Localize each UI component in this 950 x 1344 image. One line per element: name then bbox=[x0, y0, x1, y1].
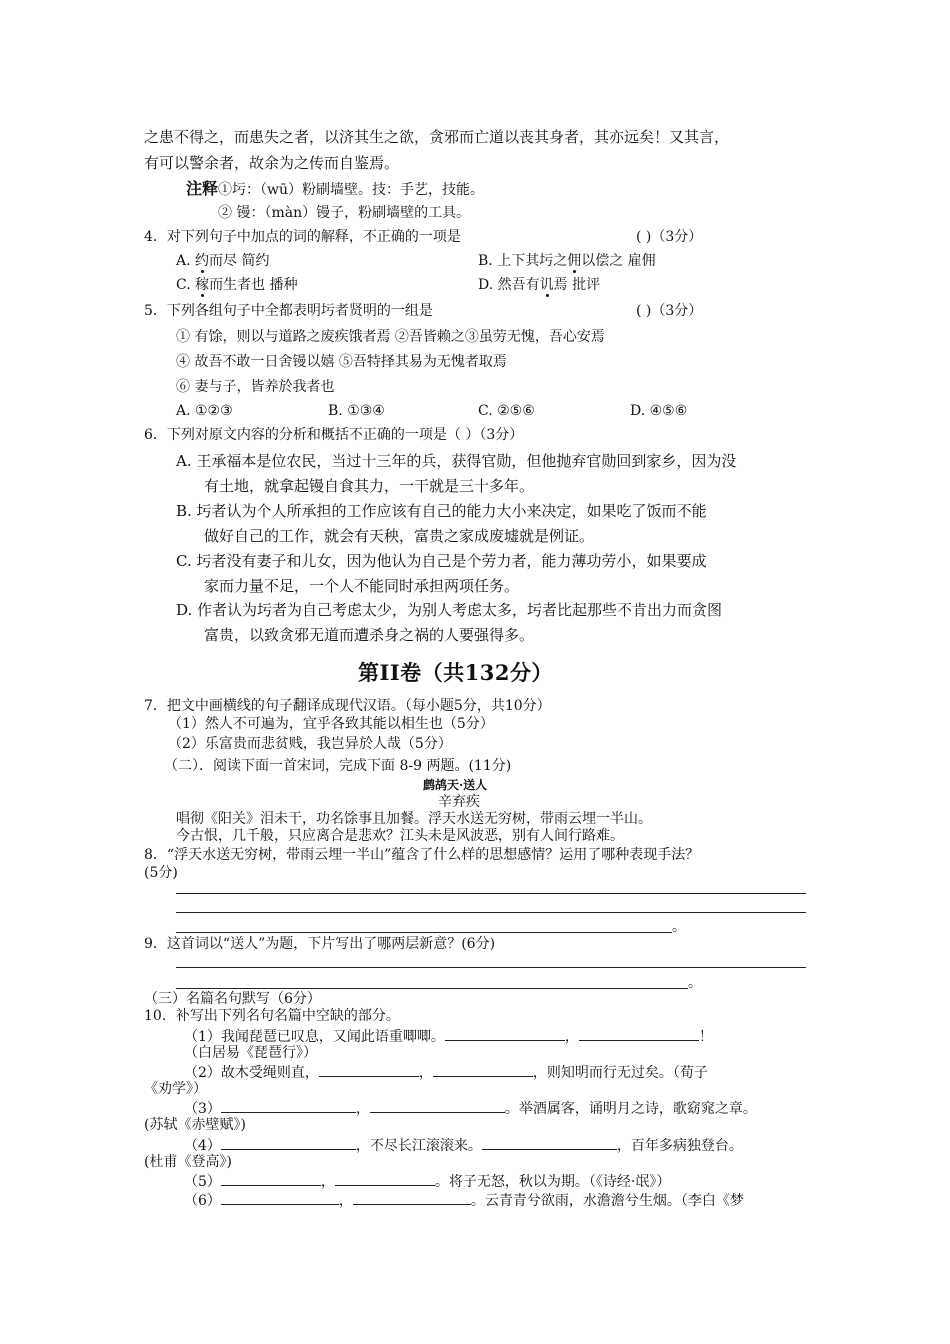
blank[interactable] bbox=[445, 1026, 565, 1041]
q5-score: ( )（3分） bbox=[636, 303, 703, 319]
blank[interactable] bbox=[319, 1062, 419, 1077]
q10-item-3-source: (苏轼《赤壁赋》) bbox=[144, 1117, 246, 1133]
notes-line-1 bbox=[186, 180, 484, 199]
part2-intro: （二）．阅读下面一首宋词，完成下面 8-9 两题。(11分) bbox=[164, 758, 512, 774]
q10-item-4-source: (杜甫《登高》) bbox=[144, 1154, 232, 1170]
q4-option-d: D. 然吾有讥焉 批评 bbox=[478, 277, 601, 293]
q8-end-mark: 。 bbox=[672, 919, 686, 935]
q6-option-d: D. 作者认为圬者为自己考虑太少，为别人考虑太多，圬者比起那些不肯出力而贪图 bbox=[176, 601, 723, 619]
blank[interactable] bbox=[353, 1190, 471, 1205]
q9-answer-line-1[interactable] bbox=[176, 967, 806, 968]
blank[interactable] bbox=[335, 1171, 435, 1186]
q10-item-2-source: 《劝学》） bbox=[144, 1081, 207, 1097]
q4-option-b: B. 上下其圬之佣以偿之 雇佣 bbox=[478, 253, 656, 269]
q9-stem: 9．这首词以“送人”为题，下片写出了哪两层新意？(6分) bbox=[144, 936, 496, 952]
q6-option-b-cont: 做好自己的工作，就会有天秧，富贵之家成废墟就是例证。 bbox=[204, 527, 595, 545]
blank[interactable] bbox=[579, 1026, 699, 1041]
q6-option-c: C. 圬者没有妻子和儿女，因为他认为自己是个劳力者，能力薄功劳小，如果要成 bbox=[176, 552, 707, 570]
blank[interactable] bbox=[221, 1171, 321, 1186]
q10-item-3: （3） ， 。举酒属客，诵明月之诗，歌窈窕之章。 bbox=[184, 1098, 757, 1118]
part3-title: （三）名篇名句默写（6分） bbox=[144, 991, 321, 1007]
q7-stem: 7．把文中画横线的句子翻译成现代汉语。（每小题5分，共10分） bbox=[144, 698, 551, 714]
q5-row-3: ⑥ 妻与子，皆养於我者也 bbox=[176, 379, 335, 395]
q7-sentence-1: （1）然人不可遍为，宜乎各致其能以相生也（5分） bbox=[168, 716, 494, 732]
q6-option-a: A. 王承福本是位农民，当过十三年的兵，获得官勋，但他抛弃官勋回到家乡，因为没 bbox=[176, 452, 737, 470]
poem-author: 辛弃疾 bbox=[438, 794, 480, 810]
q5-option-b: B. ①③④ bbox=[328, 403, 385, 419]
blank[interactable] bbox=[221, 1098, 356, 1113]
q5-row-2: ④ 故吾不敢一日舍镘以嬉 ⑤吾特择其易为无愧者取焉 bbox=[176, 354, 507, 370]
q7-sentence-2: （2）乐富贵而悲贫贱，我岂异於人哉（5分） bbox=[168, 736, 452, 752]
q5-stem: 5．下列各组句子中全都表明圬者贤明的一组是 bbox=[144, 303, 433, 319]
section-2-title: 第II卷（共132分） bbox=[358, 660, 553, 685]
q8-answer-line-1[interactable] bbox=[176, 893, 806, 894]
q4-option-a: A. 约而尽 简约 bbox=[176, 253, 270, 269]
q4-stem: 4．对下列句子中加点的词的解释，不正确的一项是 bbox=[144, 229, 461, 245]
q6-option-c-cont: 家而力量不足，一个人不能同时承担两项任务。 bbox=[204, 577, 520, 595]
q9-end-mark: 。 bbox=[688, 975, 702, 991]
q8-stem: 8．“浮天水送无穷树，带雨云埋一半山”蕴含了什么样的思想感情？运用了哪种表现手法？ bbox=[144, 847, 700, 863]
note-1: ①圬：（wū）粉刷墙壁。技：手艺，技能。 bbox=[218, 182, 485, 198]
q6-stem: 6．下列对原文内容的分析和概括不正确的一项是（ ）（3分） bbox=[144, 427, 524, 443]
q10-item-5: （5） ， 。将子无怒，秋以为期。（《诗经·氓》） bbox=[184, 1171, 670, 1191]
q5-option-d: D. ④⑤⑥ bbox=[630, 403, 688, 419]
poem-line-2: 今古恨，几千般，只应离合是悲欢？江头未是风波恶，别有人间行路难。 bbox=[176, 828, 624, 844]
q6-option-b: B. 圬者认为个人所承担的工作应该有自己的能力大小来决定，如果吃了饭而不能 bbox=[176, 502, 707, 520]
q10-item-2: （2）故木受绳则直， ， ，则知明而行无过矣。（荀子 bbox=[184, 1062, 708, 1082]
q8-score: (5分) bbox=[144, 865, 178, 881]
passage-line: 之患不得之，而患失之者，以济其生之欲，贪邪而亡道以丧其身者，其亦远矣！又其言， bbox=[144, 128, 730, 146]
q5-row-1: ① 有馀，则以与道路之废疾饿者焉 ②吾皆赖之③虽劳无愧，吾心安焉 bbox=[176, 329, 605, 345]
q10-item-1-source: （白居易《琵琶行》） bbox=[184, 1045, 317, 1061]
poem-title: 鹧鸪天·送人 bbox=[423, 778, 488, 792]
q10-item-6: （6） ， 。云青青兮欲雨，水澹澹兮生烟。（李白《梦 bbox=[184, 1190, 744, 1210]
blank[interactable] bbox=[370, 1098, 505, 1113]
blank[interactable] bbox=[221, 1190, 339, 1205]
q8-answer-line-3[interactable] bbox=[176, 932, 672, 933]
blank[interactable] bbox=[433, 1062, 533, 1077]
blank[interactable] bbox=[482, 1135, 617, 1150]
q8-answer-line-2[interactable] bbox=[176, 912, 806, 913]
notes-label: 注释 bbox=[186, 179, 219, 198]
passage-line: 有可以警余者，故余为之传而自鉴焉。 bbox=[144, 154, 400, 172]
blank[interactable] bbox=[221, 1135, 356, 1150]
note-2: ② 镘：（màn）镘子，粉刷墙壁的工具。 bbox=[218, 205, 471, 221]
q5-option-a: A. ①②③ bbox=[176, 403, 233, 419]
poem-line-1: 唱彻《阳关》泪未干，功名馀事且加餐。浮天水送无穷树，带雨云埋一半山。 bbox=[176, 811, 652, 827]
q10-item-1: （1）我闻琵琶已叹息，又闻此语重唧唧。 ， ！ bbox=[184, 1026, 713, 1046]
q6-option-d-cont: 富贵，以致贪邪无道而遭杀身之祸的人要强得多。 bbox=[204, 626, 535, 644]
q5-option-c: C. ②⑤⑥ bbox=[478, 403, 535, 419]
q10-stem: 10．补写出下列名句名篇中空缺的部分。 bbox=[144, 1008, 400, 1024]
q4-score: ( )（3分） bbox=[636, 229, 703, 245]
q6-option-a-cont: 有土地，就拿起镘自食其力，一干就是三十多年。 bbox=[204, 477, 535, 495]
q9-answer-line-2[interactable] bbox=[176, 988, 688, 989]
q4-option-c: C. 稼而生者也 播种 bbox=[176, 277, 298, 293]
q10-item-4: （4） ，不尽长江滚滚来。 ，百年多病独登台。 bbox=[184, 1135, 743, 1155]
